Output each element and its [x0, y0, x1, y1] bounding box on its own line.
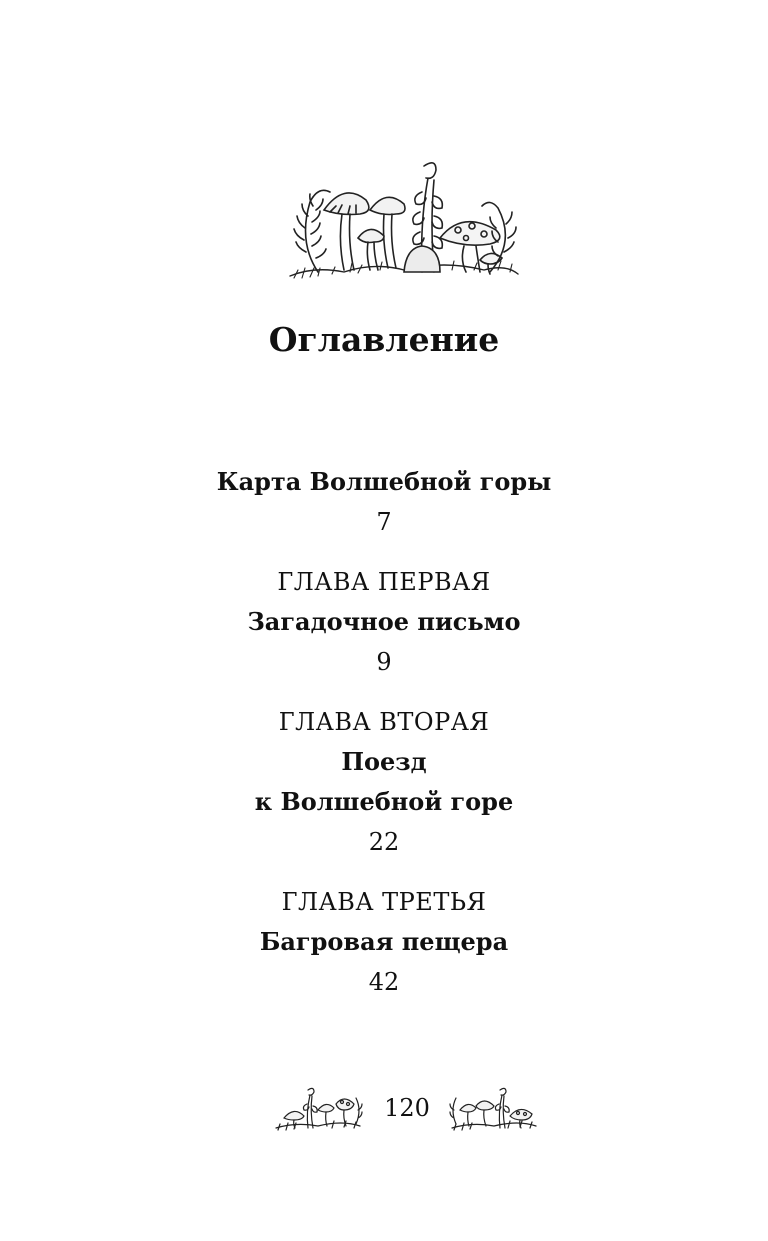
- toc-entry-map: [0, 462, 768, 542]
- toc-entry-title: Карта Волшебной горы: [216, 467, 552, 496]
- mushrooms-ornament-icon: [448, 1080, 540, 1136]
- toc-entry-title-line-2: к Волшебной горе: [254, 787, 514, 816]
- toc-chapter-label: ГЛАВА ВТОРАЯ: [278, 708, 490, 736]
- toc-entry-title-line-1: Поезд: [341, 747, 427, 776]
- toc-chapter-label: ГЛАВА ПЕРВАЯ: [277, 568, 491, 596]
- page-footer: [0, 1080, 768, 1136]
- toc-entry-page: 42: [368, 968, 400, 996]
- toc-entry-chapter-1: [0, 562, 768, 682]
- toc-entry-page: 7: [376, 508, 392, 536]
- mushrooms-illustration-icon: [284, 152, 524, 288]
- toc-entry-chapter-2: [0, 702, 768, 862]
- page-title: Оглавление: [268, 320, 500, 359]
- toc-entry-page: 22: [368, 828, 400, 856]
- toc-entry-title: Загадочное письмо: [247, 607, 521, 636]
- toc-entry-page: 9: [376, 648, 392, 676]
- page-number: 120: [384, 1094, 430, 1122]
- toc-chapter-label: ГЛАВА ТРЕТЬЯ: [281, 888, 487, 916]
- table-of-contents: [0, 462, 768, 1022]
- toc-entry-title: Багровая пещера: [259, 927, 509, 956]
- toc-entry-chapter-3: [0, 882, 768, 1002]
- mushrooms-ornament-icon: [272, 1080, 364, 1136]
